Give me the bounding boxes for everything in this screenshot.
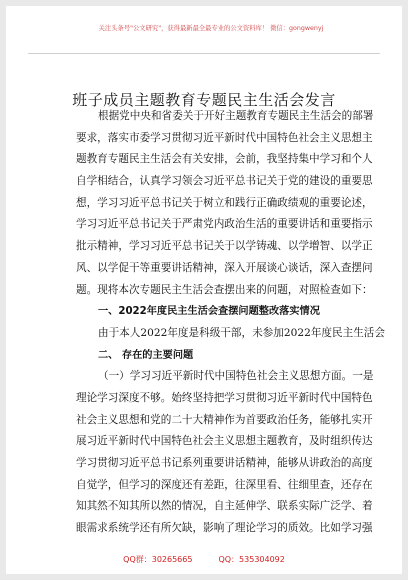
document-page [6, 6, 402, 574]
paragraph-line: 社会主义思想和党的二十大精神作为首要政治任务，能够扎实开 [76, 413, 373, 426]
paragraph-line: 要求，落实市委学习贯彻习近平新时代中国特色社会主义思想主 [76, 131, 373, 144]
paragraph-line: 题。现将本次专题民主生活会查摆出来的问题，对照检查如下： [76, 283, 373, 296]
paragraph-line: 眼需求系统学还有所欠缺，影响了理论学习的质效。比如学习强 [76, 522, 373, 535]
section-heading: 二、 存在的主要问题 [98, 349, 194, 361]
section-heading: 一、2022年度民主生活会查摆问题整改落实情况 [98, 306, 320, 318]
header-divider [28, 53, 380, 54]
paragraph-line: 题教育专题民主生活会有关安排，会前，我坚持集中学习和个人 [76, 153, 373, 166]
promo-banner: 关注头条号"公文研究"，获得最新最全最专业的公文资料库！ 微信：gongwenyj [98, 25, 324, 32]
paragraph-line: 理论学习深度不够。始终坚持把学习贯彻习近平新时代中国特色 [76, 391, 373, 404]
paragraph-line: 学习贯彻习近平总书记系列重要讲话精神，能够从讲政治的高度 [76, 457, 373, 469]
paragraph-line: 自觉学，但学习的深度还有差距，往深里看、往细里查，还存在 [76, 478, 373, 491]
paragraph-line: 根据党中央和省委关于开好主题教育专题民主生活会的部署 [98, 110, 374, 122]
paragraph-line: 想，学习习近平总书记关于树立和践行正确政绩观的重要论述， [76, 196, 373, 209]
document-title: 班子成员主题教育专题民主生活会发言 [72, 91, 336, 109]
qq-contact-label: QQ：535304092 [218, 555, 285, 564]
paragraph-line: 学习习近平总书记关于严肃党内政治生活的重要讲话和重要指示 [76, 218, 373, 231]
document-body [76, 106, 385, 540]
page-footer [6, 554, 402, 565]
paragraph-line: 展习近平新时代中国特色社会主义思想主题教育，及时组织传达 [76, 435, 373, 448]
paragraph-line: 批示精神，学习习近平总书记关于以学铸魂、以学增智、以学正 [76, 240, 373, 253]
paragraph-line: 风、以学促干等重要讲话精神，深入开展谈心谈话，深入查摆问 [76, 261, 373, 274]
paragraph-line: 知其然不知其所以然的情况，自主延伸学、联系实际广泛学、着 [76, 500, 373, 513]
paragraph-line: 由于本人2022年度是科级干部，未参加2022年度民主生活会 [98, 326, 385, 339]
paragraph-line: （一）学习习近平新时代中国特色社会主义思想方面。一是 [98, 370, 374, 383]
qq-group-label: QQ群：30265665 [123, 555, 193, 564]
paragraph-line: 自学相结合，认真学习领会习近平总书记关于党的建设的重要思 [76, 175, 373, 188]
